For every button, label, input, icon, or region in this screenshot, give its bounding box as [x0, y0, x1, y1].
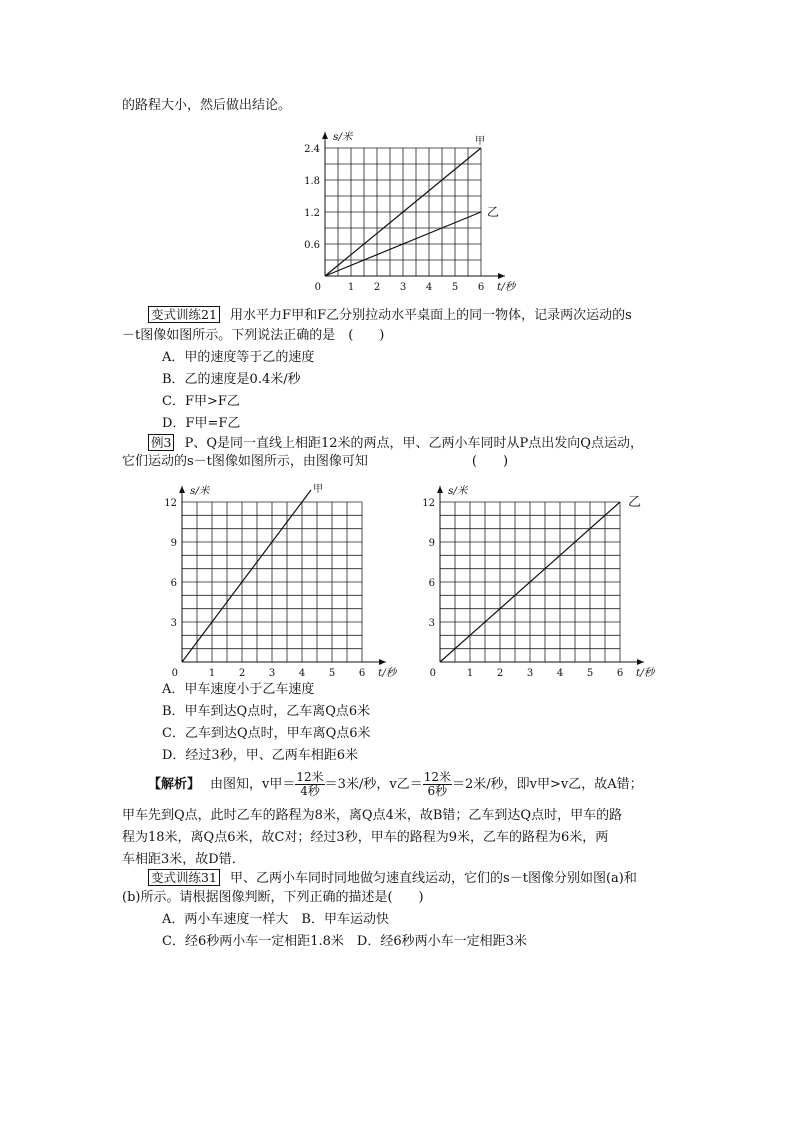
exercise-21-option-a: A．甲的速度等于乙的速度 — [162, 350, 315, 365]
x-tick-label: 6 — [477, 282, 485, 293]
fraction-2-numerator: 12米 — [423, 770, 451, 784]
exercise-31-stem-1: 甲、乙两小车同时同地做匀速直线运动，它们的s－t图像分别如图(a)和 — [230, 871, 637, 886]
exercise-21-option-b: B．乙的速度是0.4米/秒 — [162, 372, 301, 387]
example-3-stem-2: 它们运动的s－t图像如图所示，由图像可知 ( ) — [122, 454, 509, 469]
analysis-mid: ＝3米/秒， — [324, 777, 390, 792]
x-axis-arrow — [379, 659, 386, 665]
y-tick-label: 12 — [164, 498, 177, 509]
fraction-1 — [295, 771, 324, 798]
x-tick-label: 1 — [347, 282, 355, 293]
x-tick-label: 5 — [451, 282, 459, 293]
y-axis-arrow — [322, 132, 328, 139]
x-tick-label: 6 — [616, 668, 624, 679]
series-label-1: 甲 — [313, 484, 323, 495]
series-label-2: 乙 — [487, 205, 500, 219]
chart-st-yi — [415, 466, 665, 680]
example-3-line1 — [148, 433, 643, 454]
y-tick-label: 9 — [170, 538, 177, 549]
x-axis-arrow — [637, 659, 644, 665]
analysis-line2: 甲车先到Q点，此时乙车的路程为8米，离Q点4米，故B错；乙车到达Q点时，甲车的路 — [122, 808, 623, 823]
y-axis-arrow — [437, 486, 443, 493]
exercise-21-stem-2: －t图像如图所示。下列说法正确的是 ( ) — [122, 328, 385, 343]
fraction-2-denominator: 6秒 — [427, 784, 448, 798]
exercise-21-stem-1: 用水平力F甲和F乙分别拉动水平桌面上的同一物体，记录两次运动的s — [230, 308, 632, 323]
x-tick-label: 4 — [425, 282, 433, 293]
y-tick-label: 9 — [428, 538, 435, 549]
exercise-21-option-c: C．F甲>F乙 — [162, 394, 240, 409]
exercise-31-line1 — [148, 868, 637, 889]
x-axis-arrow — [498, 273, 505, 279]
fraction-1-denominator: 4秒 — [300, 784, 320, 798]
example-3-option-b: B．甲车到达Q点时，乙车离Q点6米 — [162, 704, 371, 719]
analysis-tag: 【解析】 — [148, 777, 201, 792]
origin-label: 0 — [429, 668, 436, 679]
exercise-21-tag: 变式训练21 — [148, 306, 220, 323]
x-tick-label: 4 — [556, 668, 564, 679]
analysis-lead: 由图知， — [210, 777, 263, 792]
chart-st-jia — [158, 466, 398, 680]
x-axis-label: t/秒 — [378, 667, 397, 679]
y-tick-label: 0.6 — [304, 240, 320, 251]
y-tick-label: 1.8 — [304, 176, 320, 187]
y-tick-label: 6 — [170, 578, 177, 589]
x-tick-label: 2 — [496, 668, 504, 679]
y-axis-label: s/米 — [448, 485, 468, 497]
exercise-31-options-1: A．两小车速度一样大 B．甲车运动快 — [162, 912, 389, 927]
example-3-option-d: D．经过3秒，甲、乙两车相距6米 — [162, 748, 358, 763]
y-tick-label: 3 — [170, 618, 177, 629]
exercise-21-line1 — [148, 305, 632, 326]
y-tick-label: 6 — [428, 578, 435, 589]
origin-label: 0 — [314, 282, 321, 293]
analysis-v-yi: v乙＝ — [389, 777, 423, 792]
y-axis-arrow — [179, 486, 185, 493]
series-label-1: 甲 — [475, 136, 485, 147]
y-tick-label: 12 — [422, 498, 435, 509]
analysis-line1 — [148, 770, 643, 800]
x-tick-label: 4 — [298, 668, 306, 679]
y-axis-label: s/米 — [190, 485, 210, 497]
exercise-31-tag: 变式训练31 — [148, 869, 220, 886]
x-tick-label: 3 — [526, 668, 534, 679]
x-tick-label: 6 — [358, 668, 366, 679]
analysis-tail: ＝2米/秒，即v甲>v乙，故A错； — [451, 777, 643, 792]
x-tick-label: 5 — [328, 668, 336, 679]
analysis-line4: 车相距3米，故D错． — [122, 852, 245, 867]
y-tick-label: 2.4 — [304, 144, 320, 155]
chart-st-jia-yi — [300, 122, 530, 298]
fraction-2 — [423, 771, 452, 798]
example-3-stem-1: P、Q是同一直线上相距12米的两点，甲、乙两小车同时从P点出发向Q点运动， — [184, 436, 643, 451]
x-axis-label: t/秒 — [636, 667, 655, 679]
x-axis-label: t/秒 — [497, 281, 516, 293]
exercise-31-stem-2: (b)所示。请根据图像判断，下列正确的描述是( ) — [122, 890, 424, 905]
origin-label: 0 — [171, 668, 178, 679]
example-3-option-c: C．乙车到达Q点时，甲车离Q点6米 — [162, 726, 371, 741]
analysis-v-jia: v甲＝ — [262, 777, 296, 792]
example-3-option-a: A．甲车速度小于乙车速度 — [162, 682, 315, 697]
series-line-1 — [182, 490, 311, 662]
exercise-31-options-2: C．经6秒两小车一定相距1.8米 D．经6秒两小车一定相距3米 — [162, 934, 527, 949]
intro-text: 的路程大小，然后做出结论。 — [122, 98, 292, 113]
series-label-1: 乙 — [628, 495, 642, 510]
y-tick-label: 1.2 — [304, 208, 320, 219]
x-tick-label: 5 — [586, 668, 594, 679]
x-tick-label: 3 — [399, 282, 407, 293]
exercise-21-option-d: D．F甲=F乙 — [162, 416, 241, 431]
analysis-line3: 程为18米，离Q点6米，故C对；经过3秒，甲车的路程为9米，乙车的路程为6米，两 — [122, 830, 609, 845]
fraction-1-numerator: 12米 — [296, 770, 324, 784]
x-tick-label: 1 — [466, 668, 474, 679]
x-tick-label: 1 — [208, 668, 216, 679]
example-3-tag: 例3 — [148, 434, 174, 451]
y-tick-label: 3 — [428, 618, 435, 629]
x-tick-label: 2 — [238, 668, 246, 679]
x-tick-label: 3 — [268, 668, 276, 679]
x-tick-label: 2 — [373, 282, 381, 293]
y-axis-label: s/米 — [333, 131, 353, 143]
